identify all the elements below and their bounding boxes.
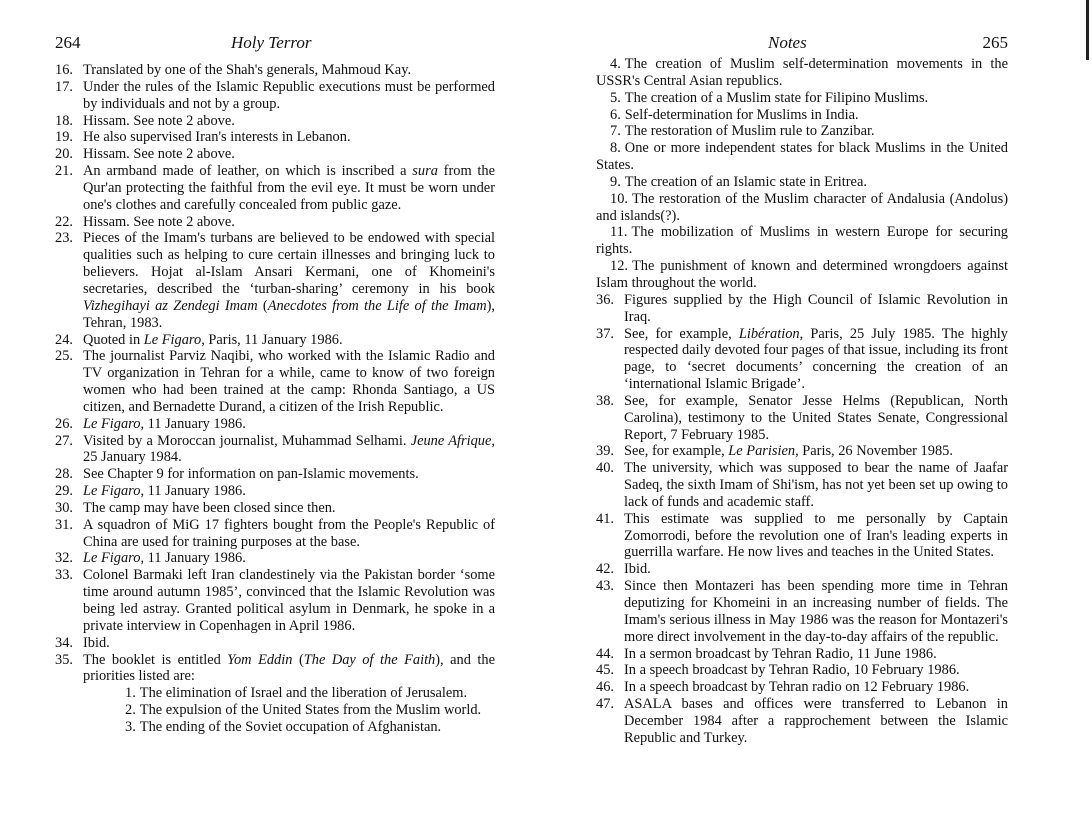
- footnote-text: [83, 146, 235, 162]
- priority-text: Self-determination for Muslims in India.: [624, 106, 859, 123]
- italic-title: Yom Eddin: [227, 651, 293, 668]
- priority-number: 4.: [610, 56, 621, 72]
- footnote-number: 35.: [55, 651, 73, 668]
- footnote: [55, 635, 495, 652]
- priority-item: [596, 224, 1008, 258]
- footnote-text: [83, 635, 110, 651]
- text-run: Ibid.: [624, 561, 651, 578]
- footnote-number: 47.: [596, 696, 614, 713]
- priority-number: 12.: [610, 258, 628, 275]
- priority-item: [596, 258, 1008, 292]
- footnote-number: 25.: [55, 348, 73, 365]
- footnote: [596, 443, 1008, 460]
- text-run: Under the rules of the Islamic Republic executions must be performed by individuals and not by a group.: [83, 78, 495, 112]
- footnote-text: [624, 696, 1008, 746]
- notes-list: [55, 62, 495, 736]
- text-run: The university, which was supposed to bear the name of Jaafar Sadeq, the sixth Imam of Shi'ism, has not yet been set up owing to lack of funds and academic staff.: [624, 460, 1008, 510]
- footnote-number: 41.: [596, 510, 614, 527]
- footnote: [596, 679, 1008, 696]
- text-run: Translated by one of the Shah's generals, Mahmoud Kay.: [83, 62, 412, 78]
- text-run: He also supervised Iran's interests in Lebanon.: [83, 129, 351, 146]
- priority-text: The creation of a Muslim state for Filipino Muslims.: [624, 89, 929, 106]
- footnote-text: [624, 561, 651, 577]
- footnote: [55, 466, 495, 483]
- footnote: [55, 416, 495, 433]
- footnote-number: 17.: [55, 78, 73, 95]
- text-run: , 11 January 1986.: [140, 483, 246, 500]
- footnote-number: 36.: [596, 291, 614, 308]
- footnote: [596, 561, 1008, 578]
- text-run: ), Tehran, 1983.: [83, 297, 495, 331]
- footnote-text: [624, 646, 937, 662]
- footnote: [55, 332, 495, 349]
- priority-number: 11.: [610, 224, 628, 241]
- italic-title: Le Figaro: [83, 415, 141, 432]
- footnote-number: 38.: [596, 392, 614, 409]
- footnote-text: [83, 652, 495, 685]
- priority-text: The expulsion of the United States from the Muslim world.: [139, 702, 482, 719]
- italic-title: Vizhegihayi az Zendegi Imam: [83, 297, 258, 314]
- footnote-number: 45.: [596, 662, 614, 679]
- text-run: Hissam. See note 2 above.: [83, 112, 235, 129]
- italic-title: The Day of the Faith: [303, 651, 436, 668]
- priority-item: [596, 140, 1008, 174]
- footnote-number: 46.: [596, 679, 614, 696]
- text-run: , Paris, 11 January 1986.: [201, 331, 343, 348]
- footnote-text: [83, 550, 246, 566]
- priority-text: The creation of an Islamic state in Eritrea.: [624, 173, 867, 190]
- footnote: [596, 460, 1008, 511]
- footnote-number: 34.: [55, 634, 73, 651]
- footnote: [55, 146, 495, 163]
- priority-item: [596, 174, 1008, 191]
- footnote-text: [83, 214, 235, 230]
- priority-number: 5.: [610, 89, 621, 106]
- footnote-number: 23.: [55, 230, 73, 247]
- priority-number: 6.: [610, 106, 621, 123]
- priority-number: 8.: [610, 140, 621, 157]
- footnote-text: [624, 326, 1008, 393]
- footnote-text: [624, 511, 1008, 561]
- footnote-text: [83, 483, 246, 499]
- priority-item: [596, 107, 1008, 124]
- footnote-text: [83, 129, 351, 145]
- footnote-number: 30.: [55, 499, 73, 516]
- footnote-text: [624, 292, 1008, 325]
- footnote-number: 26.: [55, 415, 73, 432]
- footnote-text: [83, 113, 235, 129]
- footnote-text: [624, 578, 1008, 645]
- italic-title: Libération: [738, 325, 800, 342]
- footnote: [596, 393, 1008, 444]
- footnote-text: [83, 163, 495, 213]
- priority-text: The mobilization of Muslims in western Europe for securing rights.: [596, 224, 1008, 258]
- footnote: [55, 79, 495, 113]
- italic-title: Anecdotes from the Life of the Imam: [267, 297, 487, 314]
- footnote-number: 39.: [596, 443, 614, 460]
- text-run: See Chapter 9 for information on pan-Islamic movements.: [83, 466, 419, 483]
- page-number: 265: [982, 33, 1008, 52]
- footnote-number: 42.: [596, 561, 614, 578]
- text-run: See, for example,: [624, 325, 739, 342]
- text-run: Colonel Barmaki left Iran clandestinely via the Pakistan border ‘some time around autumn 1985’, convinced that the Islamic Revolution was being led astray. Granted political asylum in Denmark, he spoke in a private interview in Copenhagen in April 1986.: [83, 567, 495, 634]
- footnote: [55, 163, 495, 214]
- priority-item: [596, 90, 1008, 107]
- priority-text: The ending of the Soviet occupation of Afghanistan.: [139, 718, 442, 735]
- footnote-text: [83, 230, 495, 330]
- footnote-text: [83, 79, 495, 112]
- footnote-text: [83, 62, 411, 78]
- text-run: , 11 January 1986.: [140, 415, 246, 432]
- footnote-text: [624, 393, 1008, 443]
- text-run: The booklet is entitled: [83, 651, 228, 668]
- text-run: , Paris, 26 November 1985.: [795, 443, 953, 460]
- footnote-number: 32.: [55, 550, 73, 567]
- footnote-number: 19.: [55, 129, 73, 146]
- italic-title: Le Figaro: [83, 550, 141, 567]
- footnote: [55, 500, 495, 517]
- priority-item: [596, 123, 1008, 140]
- footnote-number: 37.: [596, 325, 614, 342]
- text-run: Hissam. See note 2 above.: [83, 213, 235, 230]
- italic-title: Le Figaro: [143, 331, 202, 348]
- priority-text: The punishment of known and determined wrongdoers against Islam throughout the world.: [596, 258, 1008, 291]
- notes-list: [596, 56, 1008, 747]
- footnote-text: [83, 567, 495, 634]
- footnote-text: [83, 416, 246, 432]
- footnote-number: 27.: [55, 432, 73, 449]
- italic-title: Jeune Afrique: [410, 432, 492, 449]
- text-run: Pieces of the Imam's turbans are believed to be endowed with special qualities such as helping to cure certain illnesses and bringing luck to believers. Hojat al-Islam Ansari Kermani, one of Khomeini's secretaries, described the ‘turban-sharing’ ceremony in his book: [83, 230, 495, 297]
- priority-item: [83, 719, 495, 736]
- footnote: [55, 129, 495, 146]
- page-edge-divider: [1086, 0, 1089, 60]
- footnote: [596, 578, 1008, 645]
- priority-text: One or more independent states for black Muslims in the United States.: [596, 140, 1008, 174]
- footnote-text: [83, 433, 495, 466]
- italic-title: Le Figaro: [83, 483, 141, 500]
- footnote-text: [624, 662, 960, 678]
- text-run: The camp may have been closed since then.: [83, 499, 336, 516]
- priority-text: The restoration of the Muslim character of Andalusia (Andolus) and islands(?).: [596, 190, 1008, 224]
- text-run: In a speech broadcast by Tehran radio on 12 February 1986.: [624, 679, 970, 696]
- footnote: [55, 230, 495, 331]
- right-page: [546, 0, 1092, 829]
- footnote-number: 43.: [596, 578, 614, 595]
- footnote: [596, 662, 1008, 679]
- footnote: [55, 652, 495, 736]
- text-run: In a sermon broadcast by Tehran Radio, 11 June 1986.: [624, 645, 937, 662]
- footnote-number: 22.: [55, 213, 73, 230]
- running-head: Notes: [768, 33, 807, 52]
- footnote: [596, 511, 1008, 562]
- priority-number: 9.: [610, 173, 621, 190]
- footnote-number: 31.: [55, 516, 73, 533]
- footnote: [55, 214, 495, 231]
- footnote: [55, 62, 495, 79]
- text-run: ASALA bases and offices were transferred to Lebanon in December 1984 after a rapprochement between the Islamic Republic and Turkey.: [624, 696, 1008, 746]
- text-run: , 11 January 1986.: [140, 550, 246, 567]
- footnote-text: [624, 443, 953, 459]
- priority-number: 7.: [610, 123, 621, 140]
- text-run: See, for example,: [624, 443, 729, 460]
- footnote-number: 44.: [596, 645, 614, 662]
- footnote-number: 28.: [55, 466, 73, 483]
- text-run: A squadron of MiG 17 fighters bought from the People's Republic of China are used for training purposes at the base.: [83, 516, 495, 550]
- footnote-text: [83, 500, 336, 516]
- footnote-number: 40.: [596, 460, 614, 477]
- footnote: [55, 567, 495, 634]
- footnote-number: 16.: [55, 62, 73, 78]
- footnote-text: [83, 332, 343, 348]
- footnote-number: 33.: [55, 567, 73, 584]
- footnote: [596, 696, 1008, 747]
- text-run: from the Qur'an protecting the faithful from the evil eye. It must be worn under one's clothes and carefully concealed from public gaze.: [83, 163, 495, 213]
- footnote: [596, 646, 1008, 663]
- text-run: In a speech broadcast by Tehran Radio, 10 February 1986.: [624, 662, 960, 679]
- footnote-number: 24.: [55, 331, 73, 348]
- text-run: See, for example, Senator Jesse Helms (Republican, North Carolina), testimony to the United States Senate, Congressional Report, 7 February 1985.: [624, 392, 1008, 443]
- footnote-text: [83, 517, 495, 550]
- footnote-text: [83, 348, 495, 415]
- page-number: 264: [55, 33, 81, 52]
- footnote-number: 29.: [55, 483, 73, 500]
- footnote-number: 20.: [55, 146, 73, 163]
- text-run: This estimate was supplied to me personally by Captain Zomorrodi, before the revolution one of Iran's leading experts in guerrilla warfare. He now lives and teaches in the United States.: [624, 510, 1008, 561]
- footnote-text: [83, 466, 419, 482]
- footnote: [55, 433, 495, 467]
- text-run: Ibid.: [83, 634, 110, 651]
- priority-number: 2.: [125, 702, 136, 719]
- italic-title: Le Parisien: [728, 443, 796, 460]
- right-page-header: [596, 33, 1008, 53]
- text-run: ), and the priorities listed are:: [83, 651, 496, 685]
- footnote: [55, 348, 495, 415]
- footnote-text: [624, 679, 969, 695]
- footnote: [55, 517, 495, 551]
- priority-number: 10.: [610, 190, 628, 207]
- priority-text: The restoration of Muslim rule to Zanzibar.: [624, 123, 875, 140]
- left-page-header: [55, 33, 495, 53]
- footnote: [55, 113, 495, 130]
- text-run: Figures supplied by the High Council of Islamic Revolution in Iraq.: [624, 291, 1008, 325]
- priority-item: [83, 685, 495, 702]
- priority-text: The creation of Muslim self-determination movements in the USSR's Central Asian republics.: [596, 56, 1008, 89]
- priority-item: [596, 56, 1008, 90]
- text-run: An armband made of leather, on which is inscribed a: [83, 163, 413, 180]
- priority-number: 3.: [125, 718, 136, 735]
- text-run: Visited by a Moroccan journalist, Muhammad Selhami.: [83, 432, 411, 449]
- italic-title: sura: [412, 163, 438, 180]
- running-head: Holy Terror: [231, 33, 312, 52]
- footnote: [55, 483, 495, 500]
- footnote: [596, 326, 1008, 393]
- text-run: Since then Montazeri has been spending more time in Tehran deputizing for Khomeini in an increasing number of fields. The Imam's serious illness in May 1986 was the reason for Montazeri's more direct involvement in the day-to-day affairs of the republic.: [624, 578, 1008, 645]
- text-run: , 25 January 1984.: [83, 432, 496, 466]
- text-run: Quoted in: [83, 331, 144, 348]
- priority-item: [83, 702, 495, 719]
- footnote: [55, 550, 495, 567]
- priority-text: The elimination of Israel and the liberation of Jerusalem.: [139, 685, 468, 702]
- priority-number: 1.: [125, 685, 136, 702]
- text-run: , Paris, 25 July 1985. The highly respected daily devoted four pages of that issue, including its front page, to ‘secret documents’ concerning the creation of an ‘international Islamic Brigade’.: [624, 325, 1008, 393]
- text-run: (: [257, 297, 268, 314]
- footnote: [596, 292, 1008, 326]
- footnote-number: 18.: [55, 112, 73, 129]
- text-run: Hissam. See note 2 above.: [83, 146, 235, 163]
- footnote-number: 21.: [55, 163, 73, 180]
- footnote-text: [624, 460, 1008, 510]
- text-run: The journalist Parviz Naqibi, who worked with the Islamic Radio and TV organization in Tehran for a while, came to know of two foreign women who had been trained at the camp: Rhonda Santiago, a US citizen, and Bernadette Durand, a citizen of the Irish Republic.: [83, 348, 495, 415]
- priority-item: [596, 191, 1008, 225]
- text-run: (: [292, 651, 304, 668]
